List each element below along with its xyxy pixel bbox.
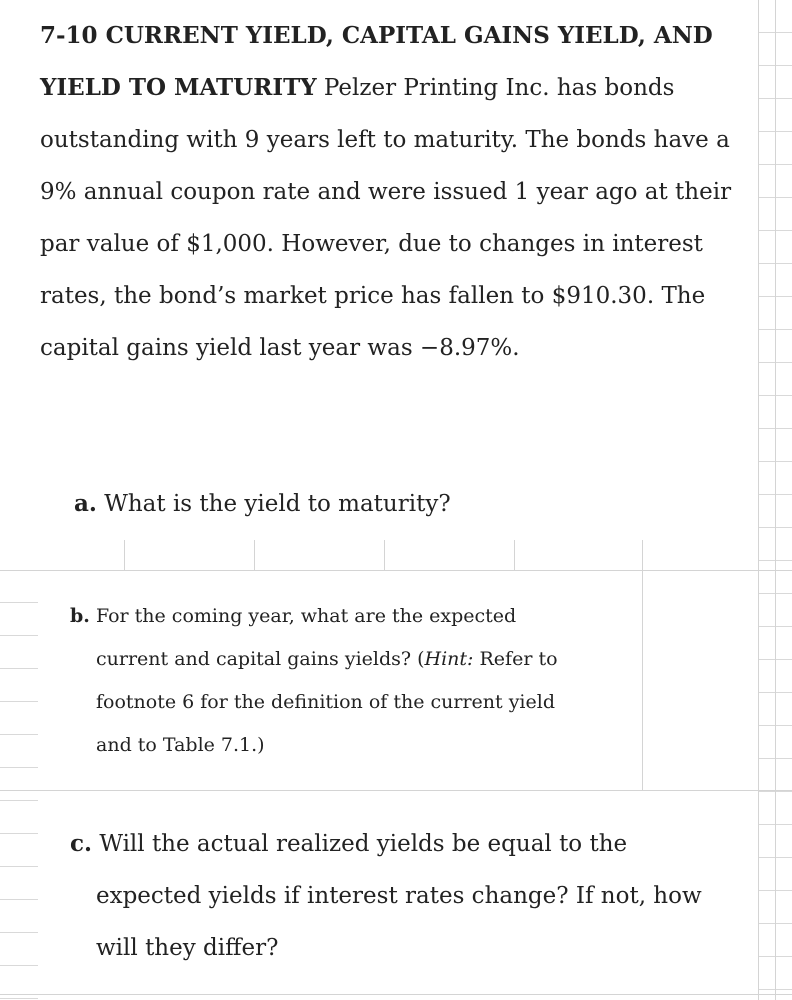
hint-label: Hint: <box>424 648 474 670</box>
question-b-label: b. <box>70 605 90 627</box>
question-b <box>70 595 610 767</box>
question-b-text-2b: Refer to <box>473 648 558 670</box>
grid-vertical-line <box>642 540 643 790</box>
question-b-line-2 <box>70 638 610 681</box>
grid-vertical-line <box>254 540 255 570</box>
question-b-line-3: footnote 6 for the definition of the current yield <box>96 691 555 713</box>
grid-vertical-line <box>514 540 515 570</box>
grid-horizontal-line <box>0 994 792 995</box>
problem-statement <box>40 10 740 374</box>
grid-horizontal-line <box>0 570 792 571</box>
grid-vertical-line <box>758 0 759 1000</box>
question-c <box>70 818 730 974</box>
grid-vertical-line <box>775 0 776 1000</box>
question-b-text-2a: current and capital gains yields? ( <box>96 648 425 670</box>
grid-vertical-line <box>384 540 385 570</box>
question-a-text: What is the yield to maturity? <box>96 491 451 517</box>
question-a-label: a. <box>74 490 97 517</box>
question-b-line-4: and to Table 7.1.) <box>96 734 265 756</box>
question-c-line-3: will they differ? <box>96 935 279 961</box>
question-c-text-1: Will the actual realized yields be equal to the <box>92 831 628 857</box>
question-a <box>74 478 674 530</box>
question-c-line-2: expected yields if interest rates change? If not, how <box>96 883 702 909</box>
question-b-text-1: For the coming year, what are the expected <box>89 605 517 627</box>
grid-horizontal-line <box>0 790 792 791</box>
question-b-line-1 <box>70 595 610 638</box>
grid-vertical-line <box>124 540 125 570</box>
left-grid-lines <box>0 570 38 1000</box>
problem-heading: 7-10 CURRENT YIELD, CAPITAL GAINS YIELD, AND YIELD TO MATURITY <box>40 22 713 101</box>
problem-body: Pelzer Printing Inc. has bonds outstanding with 9 years left to maturity. The bonds have a 9% annual coupon rate and were issued 1 year ago at their par value of $1,000. However, due to changes in interest rates, the bond’s market price has fallen to $910.30. The capital gains yield last year was −8.97%. <box>40 75 732 361</box>
question-c-line-1 <box>70 818 730 870</box>
question-c-label: c. <box>70 830 93 857</box>
